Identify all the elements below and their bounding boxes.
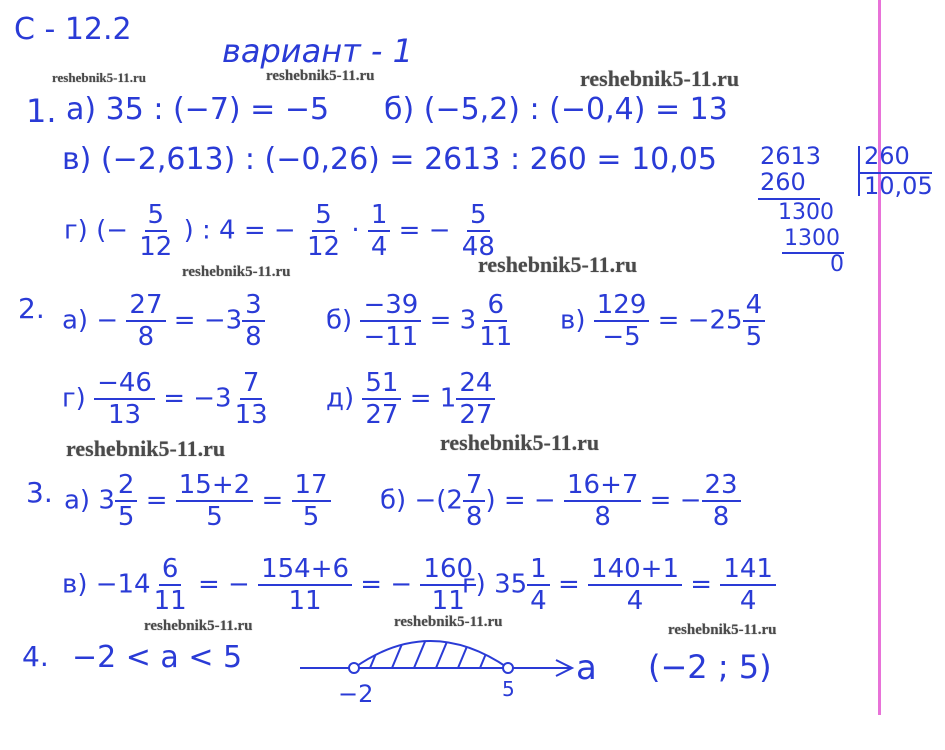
fraction [94, 370, 155, 428]
task2-v [560, 292, 765, 350]
division-result: 0 [830, 252, 844, 277]
numerator: 160 [420, 556, 476, 586]
variant-title: вариант - 1 [222, 32, 413, 70]
numerator: 5 [312, 202, 335, 232]
open-point-left [349, 663, 359, 673]
numerator: 4 [743, 292, 766, 322]
fraction [136, 202, 175, 260]
denominator: 12 [306, 232, 341, 262]
task3-number: 3. [26, 476, 53, 509]
fraction [456, 370, 495, 428]
fraction [126, 292, 165, 350]
page-margin-line [878, 0, 881, 715]
watermark: reshebnik5-11.ru [580, 66, 740, 91]
numerator: 6 [159, 556, 182, 586]
denominator: 27 [365, 400, 399, 430]
task1-number: 1. [26, 92, 57, 130]
numerator: 1 [527, 556, 550, 586]
fraction [304, 202, 343, 260]
fraction [115, 472, 138, 530]
watermark: reshebnik5-11.ru [52, 70, 147, 85]
task3-b [380, 472, 741, 530]
division-divisor: 260 [864, 142, 910, 170]
fraction [232, 370, 271, 428]
denominator: 13 [234, 400, 268, 430]
denominator: 11 [153, 586, 187, 616]
numerator: 129 [594, 292, 650, 322]
denominator: 5 [117, 502, 135, 532]
numerator: 16+7 [564, 472, 641, 502]
task2-d [326, 370, 495, 428]
task2-number: 2. [18, 292, 45, 325]
watermark: reshebnik5-11.ru [266, 68, 375, 84]
fraction [476, 292, 515, 350]
task1-a: а) 35 : (−7) = −5 [66, 92, 330, 127]
division-remainder: 1300 [778, 200, 834, 225]
task1-g-prefix: г) (− [64, 215, 128, 246]
numerator: −39 [360, 292, 421, 322]
numerator: 5 [467, 202, 490, 232]
division-dividend: 2613 [760, 142, 822, 170]
denominator: 11 [479, 322, 513, 352]
task1-g [64, 202, 498, 260]
denominator: 5 [745, 322, 763, 352]
numerator: 141 [720, 556, 776, 586]
numerator: 27 [126, 292, 165, 322]
worksheet-code: С - 12.2 [14, 12, 132, 47]
equals: = −3 [173, 305, 243, 336]
equals: = [145, 485, 168, 516]
fraction [362, 370, 401, 428]
task1-g-op: · [351, 215, 360, 246]
denominator: 27 [459, 400, 493, 430]
watermark: reshebnik5-11.ru [394, 614, 503, 630]
axis-variable: a [576, 648, 597, 688]
numerator: 17 [292, 472, 331, 502]
denominator: 5 [206, 502, 223, 532]
fraction [176, 472, 253, 530]
fraction [720, 556, 776, 614]
division-quotient: 10,05 [864, 172, 933, 200]
hatching [370, 620, 500, 668]
fraction [242, 292, 265, 350]
task2-g [62, 370, 271, 428]
denominator: 5 [302, 502, 320, 532]
number-line [280, 620, 600, 710]
numerator: 5 [145, 202, 168, 232]
task2-a [62, 292, 265, 350]
watermark: reshebnik5-11.ru [144, 618, 253, 634]
numerator: 3 [242, 292, 265, 322]
equals: = [557, 569, 580, 600]
denominator: 12 [139, 232, 173, 262]
fraction [702, 472, 741, 530]
denominator: 8 [465, 502, 483, 532]
equals: = [690, 569, 713, 600]
label: а) 3 [64, 485, 115, 516]
numerator: 6 [484, 292, 507, 322]
denominator: 8 [594, 502, 611, 532]
denominator: 11 [431, 586, 465, 616]
task1-g-op: ) : 4 = − [183, 215, 296, 246]
label: в) −14 [62, 569, 151, 600]
label: в) [560, 305, 586, 336]
division-subtrahend: 1300 [784, 226, 840, 251]
long-division [752, 142, 942, 282]
numerator: 15+2 [176, 472, 253, 502]
fraction [527, 556, 550, 614]
task1-g-op: = − [398, 215, 451, 246]
watermark: reshebnik5-11.ru [182, 264, 291, 280]
denominator: 4 [626, 586, 644, 616]
task1-v: в) (−2,613) : (−0,26) = 2613 : 260 = 10,05 [62, 142, 717, 177]
equals: = −25 [657, 305, 743, 336]
task3-a [64, 472, 331, 530]
task3-g [462, 556, 776, 614]
task4-answer: (−2 ; 5) [648, 648, 772, 686]
fraction [292, 472, 331, 530]
fraction [594, 292, 650, 350]
label: б) −(2 [380, 485, 463, 516]
fraction [588, 556, 682, 614]
numerator: 2 [115, 472, 138, 502]
numerator: 1 [368, 202, 391, 232]
denominator: 13 [107, 400, 142, 430]
numerator: 140+1 [588, 556, 682, 586]
numerator: −46 [94, 370, 155, 400]
denominator: 4 [739, 586, 757, 616]
numerator: 51 [362, 370, 401, 400]
watermark: reshebnik5-11.ru [440, 430, 600, 455]
task2-b [326, 292, 515, 350]
denominator: 8 [137, 322, 155, 352]
fraction [151, 556, 190, 614]
numerator: 23 [702, 472, 741, 502]
denominator: 4 [530, 586, 547, 616]
task4-number: 4. [22, 640, 49, 673]
denominator: 8 [245, 322, 262, 352]
denominator: −5 [602, 322, 641, 352]
fraction [360, 292, 421, 350]
fraction [459, 202, 498, 260]
fraction [463, 472, 486, 530]
watermark: reshebnik5-11.ru [668, 622, 777, 638]
equals: = − [197, 569, 250, 600]
label: г) 35 [462, 569, 528, 600]
equals: = 3 [429, 305, 477, 336]
label: а) − [62, 305, 119, 336]
fraction [368, 202, 391, 260]
equals: = [261, 485, 284, 516]
task4-inequality: −2 < a < 5 [72, 640, 243, 675]
numerator: 7 [240, 370, 263, 400]
fraction [258, 556, 352, 614]
equals: = − [360, 569, 413, 600]
denominator: 11 [288, 586, 322, 616]
denominator: 48 [461, 232, 495, 262]
left-label: −2 [338, 680, 374, 708]
denominator: 4 [370, 232, 388, 262]
right-label: 5 [502, 677, 515, 701]
division-bracket-v [858, 146, 860, 196]
watermark: reshebnik5-11.ru [66, 436, 226, 461]
open-point-right [503, 663, 513, 673]
numerator: 7 [463, 472, 486, 502]
watermark: reshebnik5-11.ru [478, 252, 638, 277]
denominator: 8 [712, 502, 730, 532]
label: г) [62, 383, 86, 414]
fraction [743, 292, 766, 350]
numerator: 24 [456, 370, 495, 400]
numerator: 154+6 [258, 556, 352, 586]
fraction [564, 472, 641, 530]
task3-v [62, 556, 476, 614]
label: д) [326, 383, 355, 414]
equals: = −3 [163, 383, 232, 414]
equals: = − [649, 485, 702, 516]
denominator: −11 [363, 322, 419, 352]
equals: = 1 [409, 383, 457, 414]
task1-b: б) (−5,2) : (−0,4) = 13 [384, 92, 728, 127]
label: б) [326, 305, 353, 336]
division-subtrahend: 260 [760, 168, 806, 196]
equals: ) = − [485, 485, 556, 516]
